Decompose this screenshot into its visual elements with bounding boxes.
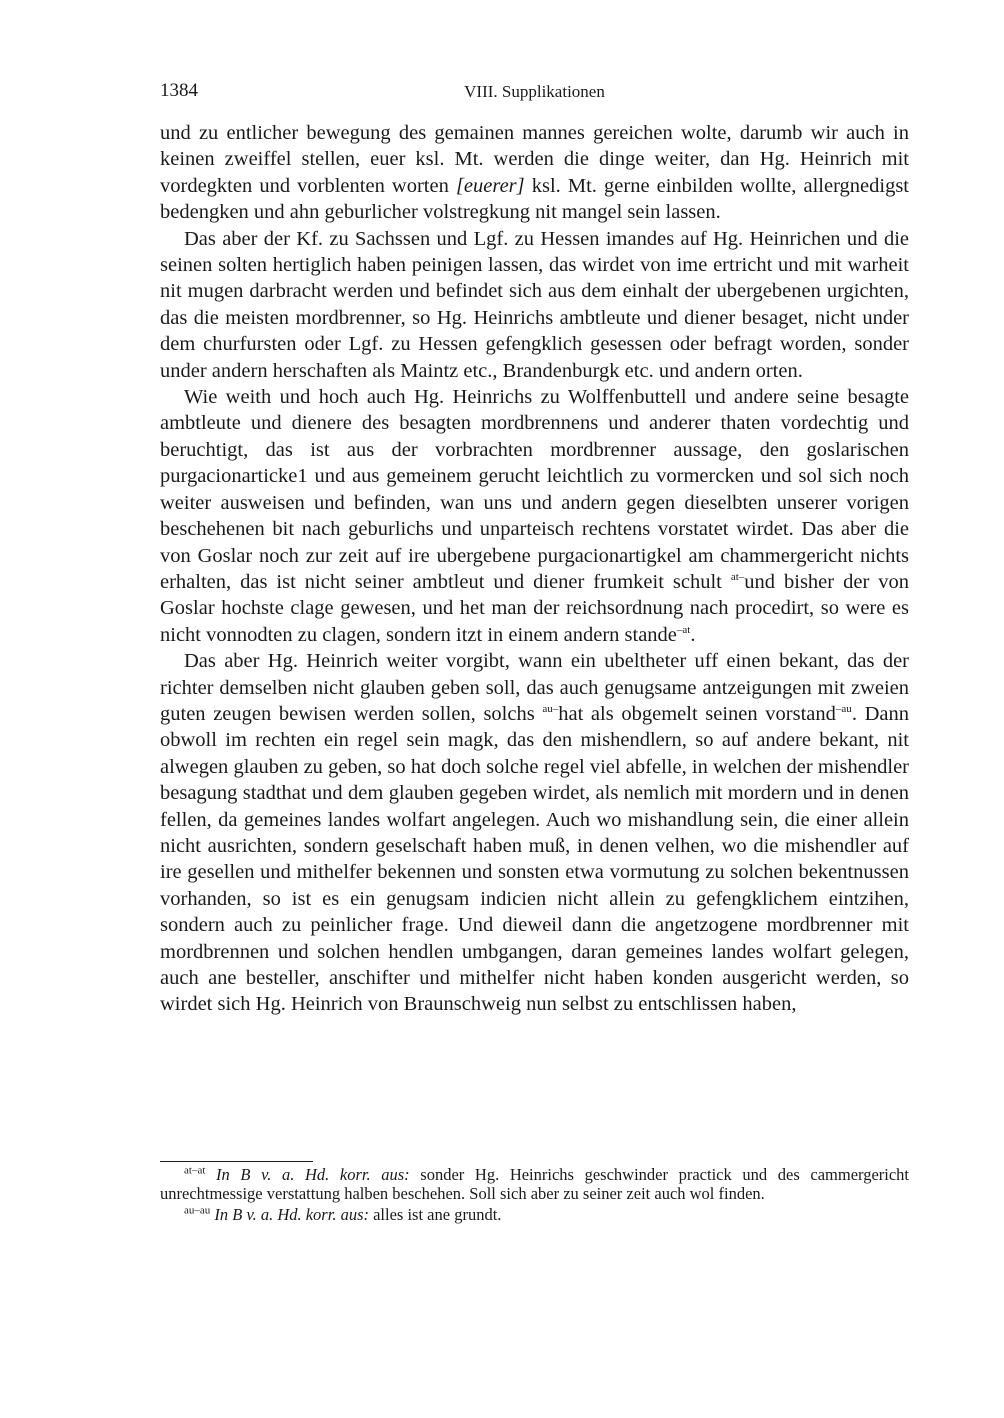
paragraph-4 — [160, 648, 909, 1018]
footnote-at — [160, 1166, 909, 1203]
footnote-apparatus-note: In B v. a. Hd. korr. aus: — [216, 1165, 410, 1184]
footnote-text: alles ist ane grundt. — [368, 1205, 502, 1224]
page-header — [160, 80, 909, 108]
paragraph-4-text-b: hat als obgemelt seinen vorstand — [558, 702, 836, 725]
footnote-text: sonder Hg. Heinrichs geschwinder practick und des cammergericht unrechtmessige verstattung halben beschehen. Soll sich aber zu seiner zeit auch wol finden. — [160, 1165, 910, 1203]
paragraph-3-text-c: . — [690, 623, 696, 646]
footnote-separator — [160, 1161, 313, 1162]
paragraph-3-text-b: und bisher der von Goslar hochste clage gewesen, und het man der reichsordnung nach procedirt, so were es nicht vonnodten zu clagen, sondern itzt in einem andern stande — [160, 570, 909, 646]
footnote-au — [160, 1206, 909, 1225]
footnote-mark-at-close: –at — [676, 623, 691, 636]
page-number: 1384 — [160, 80, 198, 101]
footnote-label: au–au — [184, 1204, 211, 1217]
paragraph-2: Das aber der Kf. zu Sachssen und Lgf. zu Hessen imandes auf Hg. Heinrichen und die seinen solten hertiglich haben peinigen lassen, das wirdet von ime ertricht und mit warheit nit mugen darbracht werden und befindet sich aus dem einhalt der ubergebenen urgichten, das die meisten mordbrenner, so Hg. Heinrichs ambtleute und diener besaget, nicht under dem churfursten oder Lgf. zu Hessen gefengklich gesessen oder befragt worden, sonder under andern herschaften als Maintz etc., Brandenburgk etc. und andern orten. — [160, 227, 909, 382]
running-title: VIII. Supplikationen — [464, 82, 605, 101]
editorial-insertion: [euerer] — [455, 174, 525, 197]
paragraph-1-text-a: und zu entlicher bewegung des gemainen mannes gereichen wolte, darumb wir auch in keinen zweiffel stellen, euer ksl. Mt. werden die dinge weiter, dan Hg. Heinrich mit vordegkten und vorblenten worten — [160, 122, 909, 197]
paragraph-3-text-a: Wie weith und hoch auch Hg. Heinrichs zu Wolffenbuttell und andere seine besagte ambtleute und dienere des besagten mordbrennens und anderer thaten vordechtig und beruchtigt, das ist aus der vorbrachten mordbrenner aussage, den goslarischen purgacionarticke1 und aus gemeinem gerucht leichtlich zu vormercken und sol sich noch weiter ausweisen und befinden, wan uns und andern gegen dieselbten unserer vorigen beschehenen bit nach geburlichs und unparteisch rechtens vorstatet wirdet. Das aber die von Goslar noch zur zeit auf ire ubergebene purgacionartigkel am chammergericht nichts erhalten, das ist nicht seiner ambtleut und diener frumkeit schult — [160, 386, 909, 593]
paragraph-4-text-a: Das aber Hg. Heinrich weiter vorgibt, wann ein ubeltheter uff einen bekant, das der richter demselben nicht glauben geben soll, das auch genugsame antzeigungen mit zweien guten zeugen bewisen werden sollen, solchs — [160, 650, 909, 725]
footnote-apparatus-note: In B v. a. Hd. korr. aus: — [214, 1205, 369, 1224]
paragraph-1-text-b: ksl. Mt. gerne einbilden wollte, allergnedigst bedengken und ahn geburlicher volstregkung nit mangel sein lassen. — [160, 174, 909, 224]
footnote-label: at–at — [184, 1164, 206, 1177]
footnote-mark-au-close: –au — [835, 703, 852, 716]
footnotes — [160, 1166, 909, 1228]
footnote-mark-au-open: au– — [542, 703, 559, 716]
paragraph-1 — [160, 120, 909, 226]
paragraph-4-text-c: . Dann obwoll im rechten ein regel sein magk, das den mishendlern, so auf andere bekant, nit alwegen glauben zu geben, so hat doch solche regel viel abfelle, in welchen der mishendler besagung stadthat und dem glauben gegeben wirdet, als nemlich mit mordern und in denen fellen, da gemeines landes wolfart angelegen. Auch wo mishandlung sein, die einer allein nicht ausrichten, sondern geselschaft haben muß, in denen velhen, wo die mishendler auf ire gesellen und mithelfer bekennen und sonsten etwa vormutung zu solchen bekentnussen vorhanden, so ist es ein genugsam indicien nicht allein zu gefengklichem eintzihen, sondern auch zu peinlicher frage. Und dieweil dann die angetzogene mordbrenner mit mordbrennen und solchen hendlen umbgangen, daran gemeines landes wolfart gelegen, auch ane besteller, anschifter und mithelfer nicht haben konden ausgericht werden, so wirdet sich Hg. Heinrich von Braunschweig nun selbst zu entschlissen haben, — [160, 702, 909, 1016]
footnote-mark-at-open: at– — [730, 571, 745, 584]
main-text — [160, 120, 909, 1018]
paragraph-3 — [160, 384, 909, 648]
